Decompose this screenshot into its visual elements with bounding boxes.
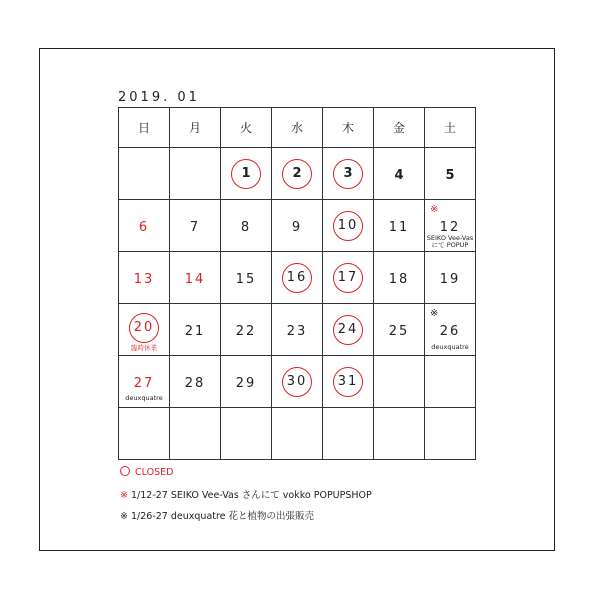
day-number: 7: [189, 220, 201, 235]
day-cell: [374, 148, 425, 200]
weekday-thu: 木: [323, 108, 374, 148]
day-cell: [170, 200, 221, 252]
day-cell: [272, 148, 323, 200]
day-number: 19: [439, 272, 461, 287]
day-number-closed: 20: [129, 313, 159, 343]
weekday-header-row: [119, 108, 476, 148]
day-cell: [323, 356, 374, 408]
legend-event-1: [120, 487, 372, 501]
day-number: 26: [439, 324, 461, 339]
empty-day-cell: [323, 408, 374, 460]
day-cell: [374, 304, 425, 356]
day-number-closed: 31: [333, 367, 363, 397]
day-cell: [221, 356, 272, 408]
legend-closed-label: CLOSED: [135, 467, 174, 478]
day-cell: [323, 148, 374, 200]
week-row: [119, 252, 476, 304]
day-number: 28: [184, 376, 206, 391]
day-number: 9: [291, 220, 303, 235]
day-number-holiday: 14: [184, 272, 206, 287]
day-number: 29: [235, 376, 257, 391]
day-cell: [374, 252, 425, 304]
day-number-closed: 16: [282, 263, 312, 293]
day-cell: [272, 252, 323, 304]
day-cell: [221, 252, 272, 304]
weekday-mon: 月: [170, 108, 221, 148]
day-number-holiday: 13: [133, 272, 155, 287]
empty-day-cell: [221, 408, 272, 460]
day-number: 4: [394, 168, 404, 183]
day-number-closed: 2: [282, 159, 312, 189]
week-row: [119, 148, 476, 200]
legend-event-1-text: 1/12-27 SEIKO Vee-Vas さんにて vokko POPUPSHOP: [131, 490, 372, 501]
weekday-sun: 日: [119, 108, 170, 148]
day-cell: [170, 304, 221, 356]
legend-mark: ※: [120, 490, 128, 501]
day-number: 15: [235, 272, 257, 287]
legend-closed: [120, 466, 173, 478]
day-number-closed: 17: [333, 263, 363, 293]
day-cell: [119, 356, 170, 408]
day-cell: [221, 148, 272, 200]
day-number-holiday: 6: [138, 220, 150, 235]
day-number: 25: [388, 324, 410, 339]
day-number: 23: [286, 324, 308, 339]
day-cell: [170, 356, 221, 408]
event-note-mark: ※: [430, 204, 439, 215]
event-note-line: にて POPUP: [431, 241, 469, 249]
empty-day-cell: [119, 148, 170, 200]
day-number-closed: 10: [333, 211, 363, 241]
week-row: [119, 304, 476, 356]
day-number: 5: [445, 168, 455, 183]
day-cell: [170, 252, 221, 304]
calendar-grid: [118, 107, 476, 460]
empty-day-cell: [374, 408, 425, 460]
empty-day-cell: [170, 148, 221, 200]
day-cell: [374, 200, 425, 252]
day-number-closed: 3: [333, 159, 363, 189]
day-number-closed: 30: [282, 367, 312, 397]
day-cell: [323, 252, 374, 304]
event-note-line: deuxquatre: [125, 394, 163, 402]
event-note-line: deuxquatre: [431, 343, 469, 351]
empty-day-cell: [425, 356, 476, 408]
week-row: [119, 356, 476, 408]
legend-mark: ※: [120, 511, 128, 522]
week-row: [119, 200, 476, 252]
day-cell: [425, 304, 476, 356]
event-note-mark: ※: [430, 308, 439, 319]
day-cell: [425, 200, 476, 252]
day-cell: [323, 200, 374, 252]
day-number-holiday: 27: [133, 376, 155, 391]
day-number: 22: [235, 324, 257, 339]
event-note-line: 臨時休業: [131, 344, 157, 352]
day-cell: [119, 200, 170, 252]
day-number: 21: [184, 324, 206, 339]
day-number: 12: [439, 220, 461, 235]
day-cell: [221, 200, 272, 252]
month-label: 2019. 01: [118, 90, 200, 105]
day-cell: [272, 304, 323, 356]
weekday-fri: 金: [374, 108, 425, 148]
day-number-closed: 24: [333, 315, 363, 345]
empty-day-cell: [170, 408, 221, 460]
day-cell: [425, 148, 476, 200]
closed-circle-icon: [120, 466, 130, 476]
day-cell: [119, 252, 170, 304]
event-note-line: SEIKO Vee-Vas: [426, 234, 474, 242]
empty-day-cell: [425, 408, 476, 460]
day-cell: [272, 200, 323, 252]
day-number: 18: [388, 272, 410, 287]
weekday-tue: 火: [221, 108, 272, 148]
week-row: [119, 408, 476, 460]
day-cell: [119, 304, 170, 356]
day-cell: [425, 252, 476, 304]
day-cell: [323, 304, 374, 356]
legend-event-2-text: 1/26-27 deuxquatre 花と植物の出張販売: [131, 511, 315, 522]
legend-event-2: [120, 508, 314, 522]
day-number-closed: 1: [231, 159, 261, 189]
day-cell: [272, 356, 323, 408]
day-number: 11: [388, 220, 410, 235]
empty-day-cell: [374, 356, 425, 408]
empty-day-cell: [272, 408, 323, 460]
empty-day-cell: [119, 408, 170, 460]
day-number: 8: [240, 220, 252, 235]
weekday-wed: 水: [272, 108, 323, 148]
day-cell: [221, 304, 272, 356]
weekday-sat: 土: [425, 108, 476, 148]
